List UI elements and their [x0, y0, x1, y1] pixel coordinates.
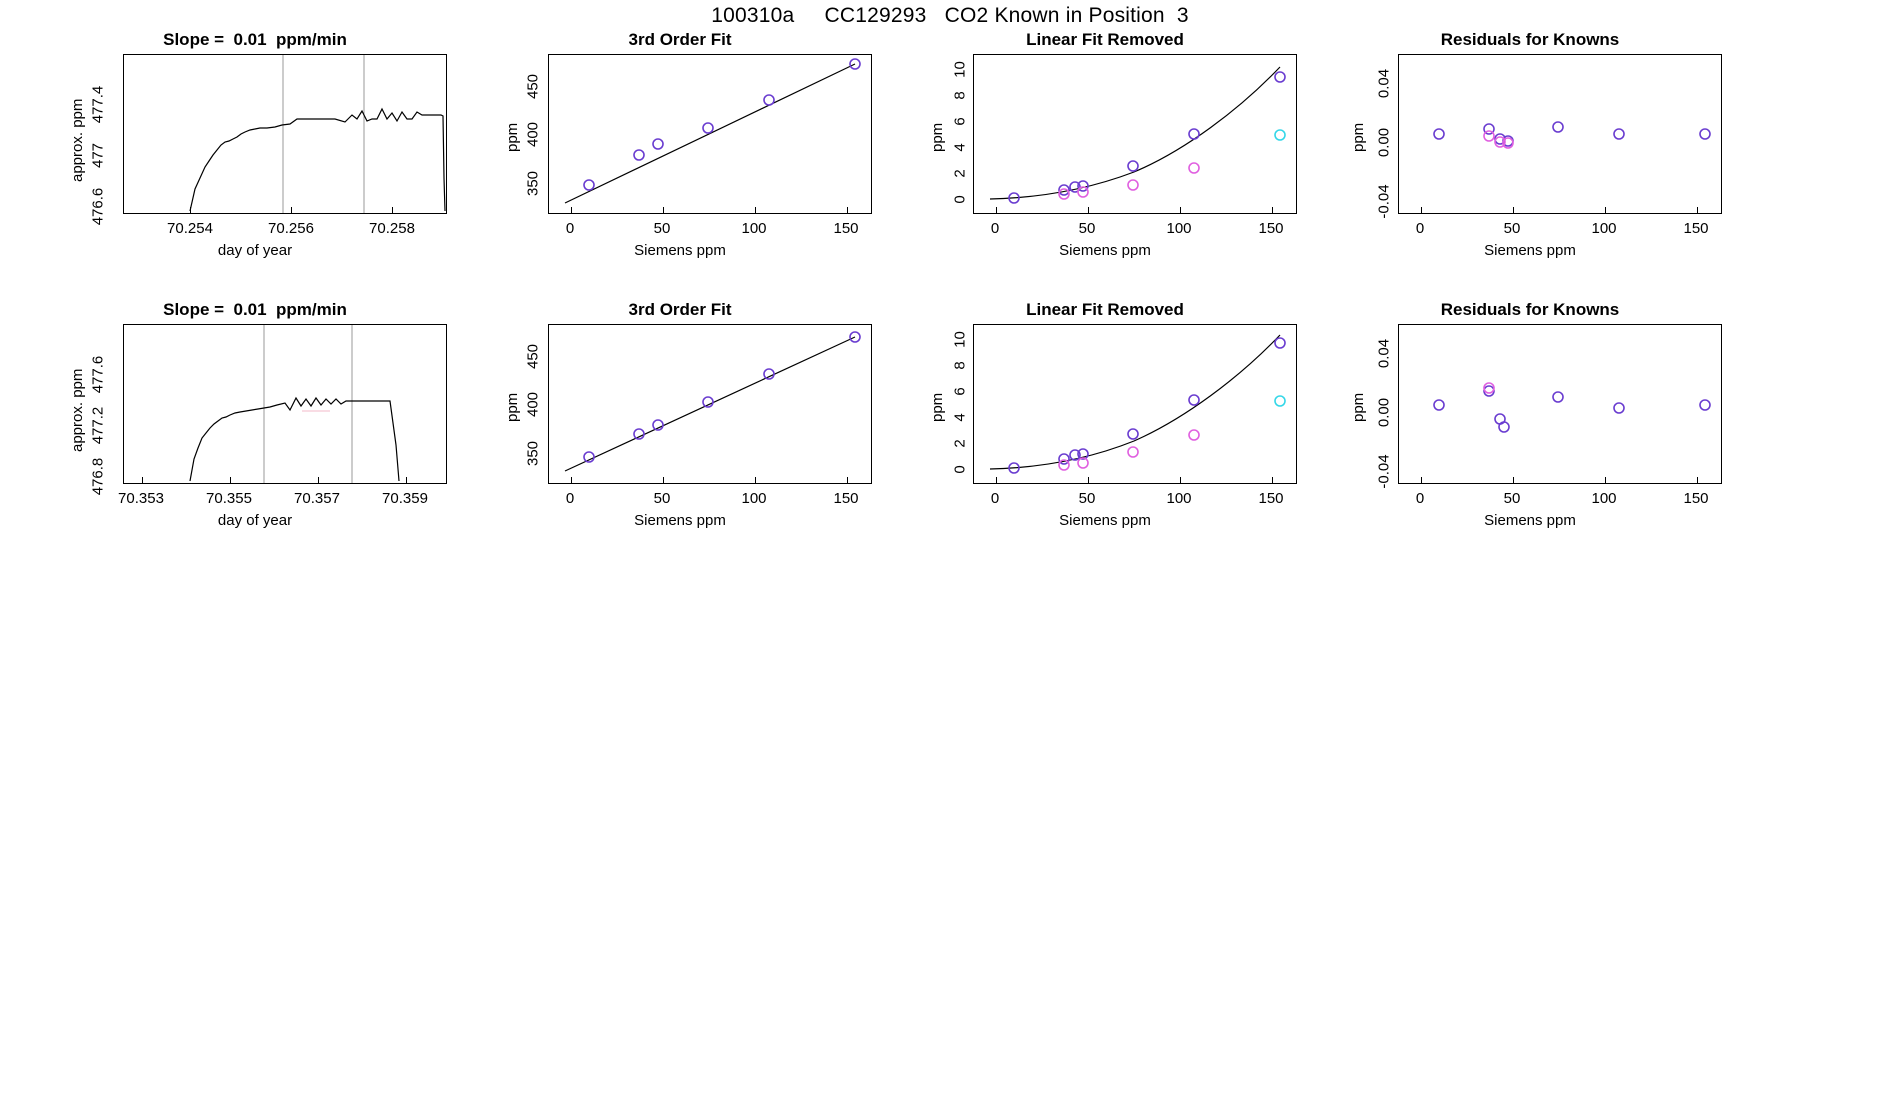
xtick-label: 100 — [1166, 220, 1192, 237]
panel-row1-3rd-order-fit — [480, 30, 880, 259]
ytick-label: 477.4 — [89, 85, 107, 124]
x-axis-label: Siemens ppm — [634, 242, 726, 259]
xtick-label: 50 — [653, 220, 671, 237]
panel-title: Linear Fit Removed — [1026, 300, 1184, 319]
plot-area — [973, 324, 1297, 484]
plot-svg — [549, 325, 871, 483]
plot-area — [123, 54, 447, 214]
xtick-label: 150 — [1258, 490, 1284, 507]
tick-mark — [190, 207, 191, 213]
ytick-label: -0.04 — [1375, 184, 1393, 219]
xtick-label: 100 — [1591, 220, 1617, 237]
xtick-label: 70.353 — [118, 490, 164, 507]
panel-title: Slope = 0.01 ppm/min — [163, 300, 347, 319]
xtick-label: 0 — [990, 220, 1000, 237]
ytick-label: 6 — [951, 387, 969, 396]
ytick-label: 400 — [524, 121, 542, 148]
ytick-label: 450 — [524, 343, 542, 370]
tick-mark — [1605, 477, 1606, 483]
tick-mark — [755, 477, 756, 483]
ytick-label: 0.04 — [1375, 68, 1393, 99]
plot-svg — [1399, 55, 1721, 213]
y-axis-label: ppm — [1350, 392, 1367, 422]
panel-row1-linear-fit-removed — [905, 30, 1305, 259]
tick-mark — [1180, 477, 1181, 483]
xtick-label: 50 — [1078, 220, 1096, 237]
y-axis-label: approx. ppm — [69, 98, 86, 182]
plot-area — [548, 324, 872, 484]
xtick-label: 70.256 — [268, 220, 314, 237]
panel-row2-timeseries — [55, 300, 455, 529]
ytick-label: 0 — [951, 195, 969, 204]
ytick-label: 350 — [524, 440, 542, 467]
xtick-label: 150 — [1258, 220, 1284, 237]
tick-mark — [996, 477, 997, 483]
ytick-label: 10 — [951, 331, 969, 348]
ytick-label: 10 — [951, 61, 969, 78]
ytick-label: 4 — [951, 143, 969, 152]
x-axis-label: Siemens ppm — [634, 512, 726, 529]
x-axis-label: Siemens ppm — [1484, 512, 1576, 529]
plot-area — [123, 324, 447, 484]
page-title: 100310a CC129293 CO2 Known in Position 3 — [711, 4, 1189, 27]
tick-mark — [392, 207, 393, 213]
ytick-label: 2 — [951, 439, 969, 448]
x-axis-label: Siemens ppm — [1059, 242, 1151, 259]
ytick-label: 450 — [524, 73, 542, 100]
xtick-label: 70.359 — [382, 490, 428, 507]
xtick-label: 50 — [1503, 220, 1521, 237]
tick-mark — [406, 477, 407, 483]
tick-mark — [1088, 477, 1089, 483]
plot-svg — [974, 55, 1296, 213]
plot-svg — [124, 55, 446, 213]
tick-mark — [847, 207, 848, 213]
xtick-label: 70.357 — [294, 490, 340, 507]
tick-mark — [1421, 477, 1422, 483]
tick-mark — [663, 207, 664, 213]
panel-row2-3rd-order-fit — [480, 300, 880, 529]
xtick-label: 0 — [565, 220, 575, 237]
x-axis-label: Siemens ppm — [1059, 512, 1151, 529]
xtick-label: 100 — [1591, 490, 1617, 507]
panel-title: Residuals for Knowns — [1440, 30, 1620, 49]
panel-title: 3rd Order Fit — [628, 300, 732, 319]
ytick-label: 477.6 — [89, 355, 107, 394]
ytick-label: 4 — [951, 413, 969, 422]
ytick-label: 0.04 — [1375, 338, 1393, 369]
tick-mark — [571, 477, 572, 483]
tick-mark — [291, 207, 292, 213]
ytick-label: 0.00 — [1375, 127, 1393, 158]
xtick-label: 150 — [1683, 220, 1709, 237]
x-axis-label: Siemens ppm — [1484, 242, 1576, 259]
ytick-label: 2 — [951, 169, 969, 178]
tick-mark — [318, 477, 319, 483]
plot-svg — [1399, 325, 1721, 483]
xtick-label: 100 — [741, 220, 767, 237]
tick-mark — [663, 477, 664, 483]
xtick-label: 150 — [833, 490, 859, 507]
tick-mark — [1180, 207, 1181, 213]
x-axis-label: day of year — [217, 512, 293, 529]
y-axis-label: approx. ppm — [69, 368, 86, 452]
xtick-label: 150 — [1683, 490, 1709, 507]
tick-mark — [1421, 207, 1422, 213]
ytick-label: 8 — [951, 361, 969, 370]
panel-row2-linear-fit-removed — [905, 300, 1305, 529]
plot-area — [1398, 54, 1722, 214]
x-axis-label: day of year — [217, 242, 293, 259]
ytick-label: 476.8 — [89, 457, 107, 496]
tick-mark — [996, 207, 997, 213]
plot-area — [1398, 324, 1722, 484]
tick-mark — [1697, 477, 1698, 483]
xtick-label: 150 — [833, 220, 859, 237]
xtick-label: 70.254 — [167, 220, 213, 237]
y-axis-label: ppm — [504, 392, 521, 422]
tick-mark — [847, 477, 848, 483]
xtick-label: 100 — [741, 490, 767, 507]
ytick-label: 477.2 — [89, 406, 107, 445]
ytick-label: 0 — [951, 465, 969, 474]
plot-svg — [549, 55, 871, 213]
y-axis-label: ppm — [929, 392, 946, 422]
tick-mark — [1513, 477, 1514, 483]
tick-mark — [1513, 207, 1514, 213]
ytick-label: 0.00 — [1375, 397, 1393, 428]
xtick-label: 0 — [1415, 490, 1425, 507]
tick-mark — [142, 477, 143, 483]
xtick-label: 70.258 — [369, 220, 415, 237]
y-axis-label: ppm — [504, 122, 521, 152]
ytick-label: 477 — [89, 142, 107, 169]
xtick-label: 70.355 — [206, 490, 252, 507]
tick-mark — [1272, 207, 1273, 213]
panel-title: Slope = 0.01 ppm/min — [163, 30, 347, 49]
ytick-label: 350 — [524, 170, 542, 197]
tick-mark — [230, 477, 231, 483]
plot-svg — [974, 325, 1296, 483]
panel-title: 3rd Order Fit — [628, 30, 732, 49]
xtick-label: 0 — [565, 490, 575, 507]
tick-mark — [1605, 207, 1606, 213]
tick-mark — [571, 207, 572, 213]
ytick-label: -0.04 — [1375, 454, 1393, 489]
xtick-label: 50 — [653, 490, 671, 507]
y-axis-label: ppm — [929, 122, 946, 152]
tick-mark — [1088, 207, 1089, 213]
ytick-label: 476.6 — [89, 187, 107, 226]
tick-mark — [1697, 207, 1698, 213]
plot-area — [548, 54, 872, 214]
tick-mark — [755, 207, 756, 213]
ytick-label: 6 — [951, 117, 969, 126]
panel-row1-timeseries — [55, 30, 455, 259]
ytick-label: 400 — [524, 391, 542, 418]
xtick-label: 50 — [1503, 490, 1521, 507]
ytick-label: 8 — [951, 91, 969, 100]
panel-row2-residuals — [1330, 300, 1730, 529]
xtick-label: 50 — [1078, 490, 1096, 507]
xtick-label: 100 — [1166, 490, 1192, 507]
panel-title: Residuals for Knowns — [1440, 300, 1620, 319]
y-axis-label: ppm — [1350, 122, 1367, 152]
xtick-label: 0 — [990, 490, 1000, 507]
panel-title: Linear Fit Removed — [1026, 30, 1184, 49]
tick-mark — [1272, 477, 1273, 483]
panel-row1-residuals — [1330, 30, 1730, 259]
plot-area — [973, 54, 1297, 214]
xtick-label: 0 — [1415, 220, 1425, 237]
plot-svg — [124, 325, 446, 483]
